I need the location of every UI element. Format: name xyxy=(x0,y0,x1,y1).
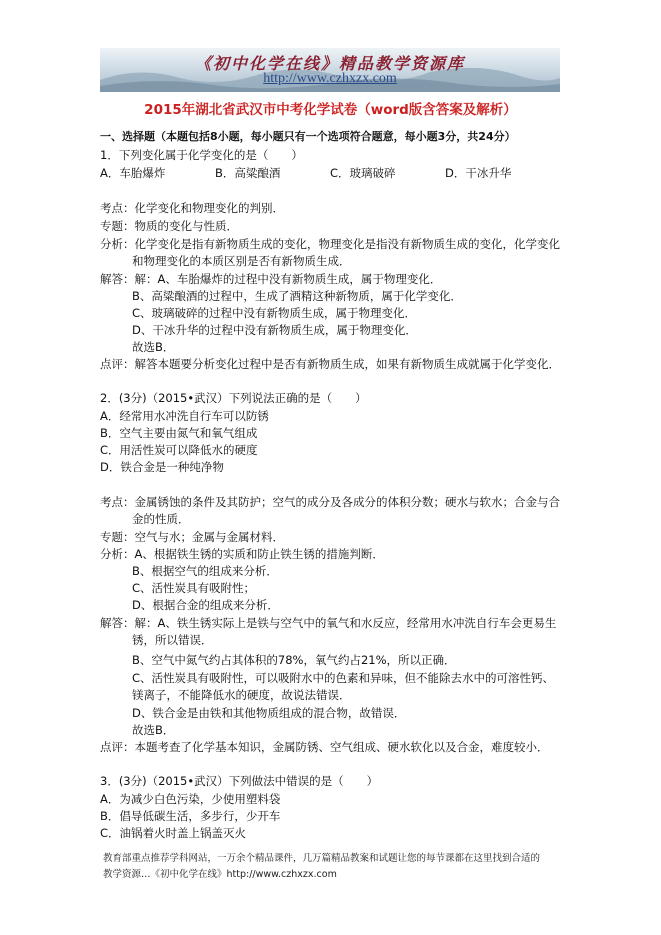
q2-fenxi-line3: C、活性炭具有吸附性； xyxy=(132,581,256,595)
q1-fenxi-line2: 和物理变化的本质区别是否有新物质生成． xyxy=(132,254,351,268)
document-title: 2015年湖北省武汉市中考化学试卷（word版含答案及解析） xyxy=(144,102,517,118)
q1-option-a: A．车胎爆炸 xyxy=(100,166,166,180)
q2-answer: 故选B． xyxy=(132,723,175,737)
q2-zhuanti: 专题：空气与水；金属与金属材料． xyxy=(100,530,284,544)
q2-jieda-line2: 锈，所以错误． xyxy=(132,633,213,647)
q2-option-a: A．经常用水冲洗自行车可以防锈 xyxy=(100,409,269,423)
q2-jieda-line3: B、空气中氮气约占其体积的78%，氧气约占21%，所以正确． xyxy=(132,653,456,667)
q2-fenxi-line2: B、根据空气的组成来分析． xyxy=(132,564,278,578)
q1-option-d: D．干冰升华 xyxy=(445,166,512,180)
q2-jieda-line6: D、铁合金是由铁和其他物质组成的混合物，故错误． xyxy=(132,706,406,720)
q1-dianping: 点评：解答本题要分析变化过程中是否有新物质生成，如果有新物质生成就属于化学变化． xyxy=(100,357,560,371)
q2-option-d: D．铁合金是一种纯净物 xyxy=(100,460,224,474)
q1-option-c: C．玻璃破碎 xyxy=(330,166,396,180)
q2-option-c: C．用活性炭可以降低水的硬度 xyxy=(100,443,258,457)
section-heading: 一、选择题（本题包括8小题，每小题只有一个选项符合题意，每小题3分，共24分） xyxy=(100,130,516,143)
q2-jieda-line1: 解答：解：A、铁生锈实际上是铁与空气中的氧气和水反应，经常用水冲洗自行车会更易生 xyxy=(100,616,557,630)
q1-jieda-line1: 解答：解：A、车胎爆炸的过程中没有新物质生成，属于物理变化． xyxy=(100,272,442,286)
q2-option-b: B．空气主要由氮气和氧气组成 xyxy=(100,426,258,440)
footer-line1: 教育部重点推荐学科网站，一万余个精品课件，几万篇精品教案和试题让您的每节课都在这里找到合适的 xyxy=(103,853,541,864)
q2-kaodian-line2: 金的性质． xyxy=(132,512,190,526)
q1-jieda-line2: B、高粱酿酒的过程中，生成了酒精这种新物质，属于化学变化． xyxy=(132,289,462,303)
q1-stem: 1．下列变化属于化学变化的是（ ） xyxy=(100,148,303,162)
banner-title: 《初中化学在线》精品教学资源库 xyxy=(194,54,465,73)
q2-stem: 2．(3分)（2015•武汉）下列说法正确的是（ ） xyxy=(100,391,367,405)
q2-jieda-line5: 镁离子，不能降低水的硬度，故说法错误． xyxy=(132,688,351,702)
q2-dianping: 点评：本题考查了化学基本知识，金属防锈、空气组成、硬水软化以及合金，难度较小． xyxy=(100,740,549,754)
q1-kaodian: 考点：化学变化和物理变化的判别． xyxy=(100,201,284,215)
q3-option-a: A．为减少白色污染，少使用塑料袋 xyxy=(100,792,281,806)
q2-fenxi-line1: 分析：A、根据铁生锈的实质和防止铁生锈的措施判断． xyxy=(100,547,384,561)
q2-jieda-line4: C、活性炭具有吸附性，可以吸附水中的色素和异味，但不能除去水中的可溶性钙、 xyxy=(132,671,555,685)
banner xyxy=(100,48,560,92)
q1-fenxi-line1: 分析：化学变化是指有新物质生成的变化，物理变化是指没有新物质生成的变化，化学变化 xyxy=(100,237,560,251)
q3-stem: 3．(3分)（2015•武汉）下列做法中错误的是（ ） xyxy=(100,774,379,788)
banner-link[interactable]: http://www.czhxzx.com xyxy=(263,71,397,86)
q1-jieda-line4: D、干冰升华的过程中没有新物质生成，属于物理变化． xyxy=(132,323,417,337)
q1-jieda-line3: C、玻璃破碎的过程中没有新物质生成，属于物理变化． xyxy=(132,306,417,320)
q3-option-b: B．倡导低碳生活，多步行，少开车 xyxy=(100,809,281,823)
q1-zhuanti: 专题：物质的变化与性质． xyxy=(100,219,238,233)
footer-line2: 教学资源…《初中化学在线》http://www.czhxzx.com xyxy=(103,869,337,880)
q2-fenxi-line4: D、根据合金的组成来分析． xyxy=(132,598,279,612)
q1-answer: 故选B． xyxy=(132,340,175,354)
q1-option-b: B．高粱酿酒 xyxy=(215,166,281,180)
q3-option-c: C．油锅着火时盖上锅盖灭火 xyxy=(100,826,247,840)
q2-kaodian-line1: 考点：金属锈蚀的条件及其防护；空气的成分及各成分的体积分数；硬水与软水；合金与合 xyxy=(100,495,560,509)
